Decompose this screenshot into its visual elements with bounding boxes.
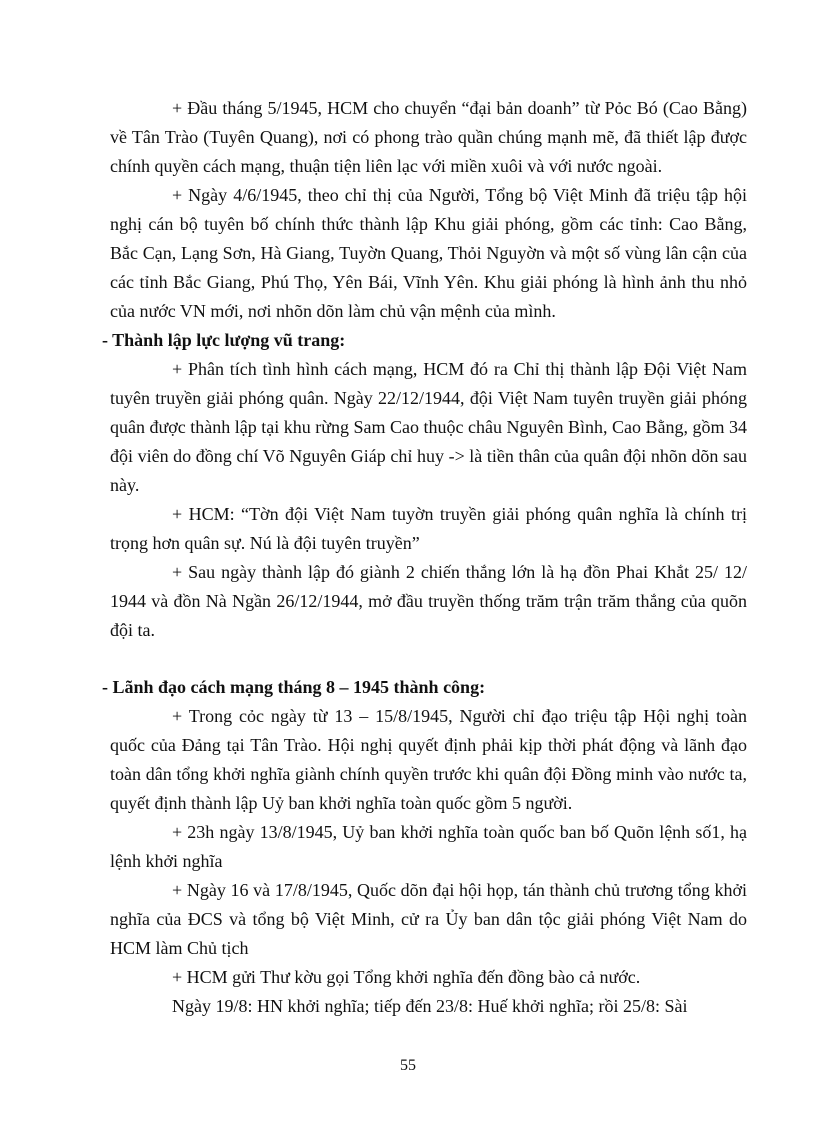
paragraph-first-victories: + Sau ngày thành lập đó giành 2 chiến thắng lớn là hạ đồn Phai Khắt 25/ 12/ 1944 và đồn Nà Ngần 26/12/1944, mở đầu truyền thống trăm trận trăm thắng của quõn đội ta. (110, 562, 747, 640)
page-number: 55 (400, 1057, 416, 1074)
paragraph-national-congress: + Ngày 16 và 17/8/1945, Quốc dõn đại hội họp, tán thành chủ trương tổng khởi nghĩa của ĐCS và tổng bộ Việt Minh, cử ra Ủy ban dân tộc giải phóng Việt Nam do HCM làm Chủ tịch (110, 880, 747, 958)
section-armed-forces (102, 326, 747, 645)
heading-august-revolution: - Lãnh đạo cách mạng tháng 8 – 1945 thành công: (102, 677, 486, 697)
section-liberated-zone (110, 94, 747, 326)
paragraph-military-order: + 23h ngày 13/8/1945, Uỷ ban khởi nghĩa toàn quốc ban bố Quõn lệnh số1, hạ lệnh khởi nghĩa (110, 822, 747, 871)
section-august-revolution (102, 673, 747, 1021)
paragraph-liberated-zone: + Ngày 4/6/1945, theo chỉ thị của Người, Tổng bộ Việt Minh đã triệu tập hội nghị cán bộ tuyên bố chính thức thành lập Khu giải phóng, gồm các tỉnh: Cao Bằng, Bắc Cạn, Lạng Sơn, Hà Giang, Tuyờn Quang, Thỏi Nguyờn và một số vùng lân cận của các tỉnh Bắc Giang, Phú Thọ, Yên Bái, Vĩnh Yên. Khu giải phóng là hình ảnh thu nhỏ của nước VN mới, nơi nhõn dõn làm chủ vận mệnh của mình. (110, 185, 747, 321)
paragraph-move-headquarters: + Đầu tháng 5/1945, HCM cho chuyển “đại bản doanh” từ Pỏc Bó (Cao Bằng) về Tân Trào (Tuyên Quang), nơi có phong trào quần chúng mạnh mẽ, đã thiết lập được chính quyền cách mạng, thuận tiện liên lạc với miền xuôi và với nước ngoài. (110, 98, 747, 176)
section-spacer (110, 645, 747, 673)
paragraph-appeal-letter: + HCM gửi Thư kờu gọi Tổng khởi nghĩa đến đồng bào cả nước. (172, 967, 641, 987)
paragraph-hcm-quote: + HCM: “Tờn đội Việt Nam tuyờn truyền giải phóng quân nghĩa là chính trị trọng hơn quân sự. Nú là đội tuyên truyền” (110, 504, 747, 553)
page-content (102, 94, 747, 1021)
heading-armed-forces: - Thành lập lực lượng vũ trang: (102, 330, 346, 350)
paragraph-uprisings: Ngày 19/8: HN khởi nghĩa; tiếp đến 23/8: Huế khởi nghĩa; rồi 25/8: Sài (172, 996, 688, 1016)
paragraph-propaganda-army: + Phân tích tình hình cách mạng, HCM đó ra Chỉ thị thành lập Đội Việt Nam tuyên truyền giải phóng quân. Ngày 22/12/1944, đội Việt Nam tuyên truyền giải phóng quân được thành lập tại khu rừng Sam Cao thuộc châu Nguyên Bình, Cao Bằng, gồm 34 đội viên do đồng chí Võ Nguyên Giáp chỉ huy -> là tiền thân của quân đội nhõn dõn sau này. (110, 359, 747, 495)
paragraph-national-conference: + Trong cỏc ngày từ 13 – 15/8/1945, Người chỉ đạo triệu tập Hội nghị toàn quốc của Đảng tại Tân Trào. Hội nghị quyết định phải kịp thời phát động và lãnh đạo toàn dân tổng khởi nghĩa giành chính quyền trước khi quân đội Đồng minh vào nước ta, quyết định thành lập Uỷ ban khởi nghĩa toàn quốc gồm 5 người. (110, 706, 747, 813)
